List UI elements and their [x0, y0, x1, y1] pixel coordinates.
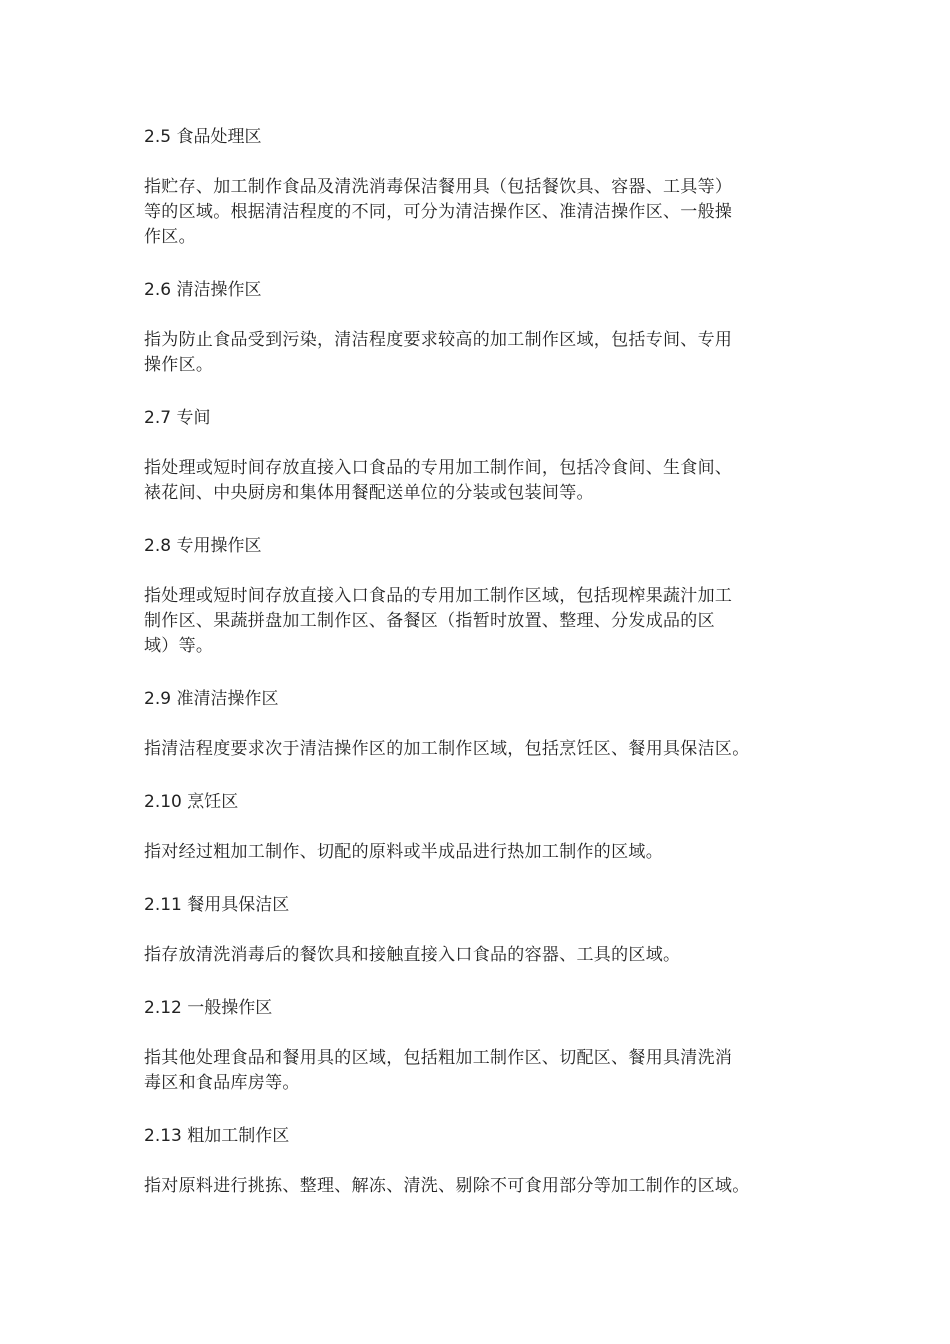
paragraph-line: 作区。 [144, 227, 196, 247]
section-2-5 [144, 124, 814, 250]
section-heading: 2.5 食品处理区 [144, 127, 262, 147]
section-paragraph [144, 584, 814, 659]
section-paragraph [144, 175, 814, 250]
section-paragraph [144, 840, 814, 865]
section-2-10 [144, 789, 814, 865]
section-2-13 [144, 1123, 814, 1199]
paragraph-line: 指存放清洗消毒后的餐饮具和接触直接入口食品的容器、工具的区域。 [144, 945, 681, 965]
section-heading: 2.11 餐用具保洁区 [144, 895, 290, 915]
section-heading: 2.9 准清洁操作区 [144, 689, 279, 709]
section-heading: 2.8 专用操作区 [144, 536, 262, 556]
section-paragraph [144, 737, 814, 762]
section-2-8 [144, 533, 814, 659]
section-paragraph [144, 943, 814, 968]
section-heading: 2.13 粗加工制作区 [144, 1126, 290, 1146]
section-heading: 2.12 一般操作区 [144, 998, 273, 1018]
section-heading: 2.10 烹饪区 [144, 792, 239, 812]
paragraph-line: 域）等。 [144, 636, 214, 656]
paragraph-line: 指贮存、加工制作食品及清洗消毒保洁餐用具（包括餐饮具、容器、工具等） [144, 177, 733, 197]
paragraph-line: 操作区。 [144, 355, 214, 375]
document-body [144, 124, 814, 1226]
section-heading: 2.7 专间 [144, 408, 211, 428]
section-2-7 [144, 405, 814, 506]
section-paragraph [144, 1174, 814, 1199]
paragraph-line: 毒区和食品库房等。 [144, 1073, 300, 1093]
section-heading: 2.6 清洁操作区 [144, 280, 262, 300]
paragraph-line: 制作区、果蔬拼盘加工制作区、备餐区（指暂时放置、整理、分发成品的区 [144, 611, 715, 631]
section-paragraph [144, 456, 814, 506]
paragraph-line: 指对经过粗加工制作、切配的原料或半成品进行热加工制作的区域。 [144, 842, 663, 862]
paragraph-line: 指其他处理食品和餐用具的区域，包括粗加工制作区、切配区、餐用具清洗消 [144, 1048, 733, 1068]
section-paragraph [144, 1046, 814, 1096]
paragraph-line: 指处理或短时间存放直接入口食品的专用加工制作间，包括冷食间、生食间、 [144, 458, 733, 478]
section-2-6 [144, 277, 814, 378]
paragraph-line: 指处理或短时间存放直接入口食品的专用加工制作区域，包括现榨果蔬汁加工 [144, 586, 733, 606]
paragraph-line: 指对原料进行挑拣、整理、解冻、清洗、剔除不可食用部分等加工制作的区域。 [144, 1176, 750, 1196]
paragraph-line: 裱花间、中央厨房和集体用餐配送单位的分装或包装间等。 [144, 483, 594, 503]
paragraph-line: 指为防止食品受到污染，清洁程度要求较高的加工制作区域，包括专间、专用 [144, 330, 733, 350]
section-2-9 [144, 686, 814, 762]
paragraph-line: 指清洁程度要求次于清洁操作区的加工制作区域，包括烹饪区、餐用具保洁区。 [144, 739, 750, 759]
paragraph-line: 等的区域。根据清洁程度的不同，可分为清洁操作区、准清洁操作区、一般操 [144, 202, 733, 222]
section-2-12 [144, 995, 814, 1096]
section-2-11 [144, 892, 814, 968]
section-paragraph [144, 328, 814, 378]
